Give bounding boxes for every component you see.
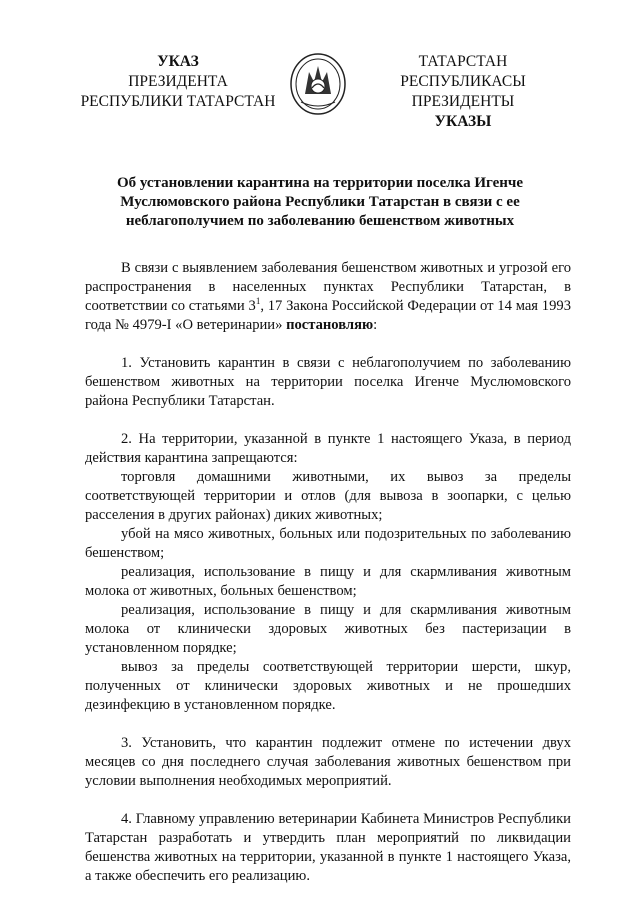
item-2-list-2: убой на мясо животных, больных или подозрительных по заболеванию бешенством; xyxy=(85,526,571,561)
item-4: 4. Главному управлению ветеринарии Кабинета Министров Республики Татарстан разработать и утвердить план мероприятий по ликвидации бешенства животных на территории, указанной в пункте 1 настоящего Указа, а также обеспечить его реализацию. xyxy=(85,811,571,884)
header-right-line-2: ПРЕЗИДЕНТЫ xyxy=(411,93,515,110)
title-line-1: Об установлении карантина на территории поселка Игенче xyxy=(116,175,524,191)
title-line-3: неблагополучием по заболеванию бешенством животных xyxy=(125,213,515,229)
header-left-line-2: ПРЕЗИДЕНТА xyxy=(128,73,228,90)
item-1: 1. Установить карантин в связи с неблагополучием по заболеванию бешенством животных на территории поселка Игенче Муслюмовского района Республики Татарстан. xyxy=(85,355,571,409)
header-left-line-3: РЕСПУБЛИКИ ТАТАРСТАН xyxy=(80,93,276,110)
preamble-sup: 1 xyxy=(255,296,261,307)
header-right xyxy=(368,52,558,132)
preamble-text-2: , 17 Закона Российской Федерации от 14 мая 1993 года № 4979-I «О ветеринарии» xyxy=(85,298,571,333)
item-2-list-3: реализация, использование в пищу и для скармливания животным молока от животных, больных бешенством; xyxy=(85,564,571,599)
header-left xyxy=(78,52,278,112)
header-right-line-1: ТАТАРСТАН РЕСПУБЛИКАСЫ xyxy=(400,53,526,90)
preamble-trailing: : xyxy=(373,317,378,333)
decree-title xyxy=(100,174,540,231)
preamble-bold: постановляю xyxy=(286,317,374,333)
coat-of-arms-icon xyxy=(289,52,347,116)
item-3: 3. Установить, что карантин подлежит отмене по истечении двух месяцев со дня последнего случая заболевания животных бешенством при условии выполнения необходимых мероприятий. xyxy=(85,735,571,789)
header-left-line-1: УКАЗ xyxy=(157,53,199,70)
item-2-list-1: торговля домашними животными, их вывоз за пределы соответствующей территории и отлов (для вывоза в зоопарки, с целью расселения в других районах) диких животных; xyxy=(85,469,571,523)
preamble-text: В связи с выявлением заболевания бешенством животных и угрозой его распространения в населенных пунктах Республики Татарстан, в соответствии со статьями 3 xyxy=(85,260,571,314)
header-right-line-3: УКАЗЫ xyxy=(434,113,492,130)
title-line-2: Муслюмовского района Республики Татарстан в связи с ее xyxy=(120,194,520,210)
decree-body xyxy=(85,259,571,886)
preamble xyxy=(85,259,571,335)
item-2-list-4: реализация, использование в пищу и для скармливания животным молока от клинически здоровых животных без пастеризации в установленном порядке; xyxy=(85,602,571,656)
item-2-list-5: вывоз за пределы соответствующей территории шерсти, шкур, полученных от клинически здоровых животных и не прошедших дезинфекцию в установленном порядке. xyxy=(85,659,571,713)
item-2-intro: 2. На территории, указанной в пункте 1 настоящего Указа, в период действия карантина запрещаются: xyxy=(85,431,571,466)
